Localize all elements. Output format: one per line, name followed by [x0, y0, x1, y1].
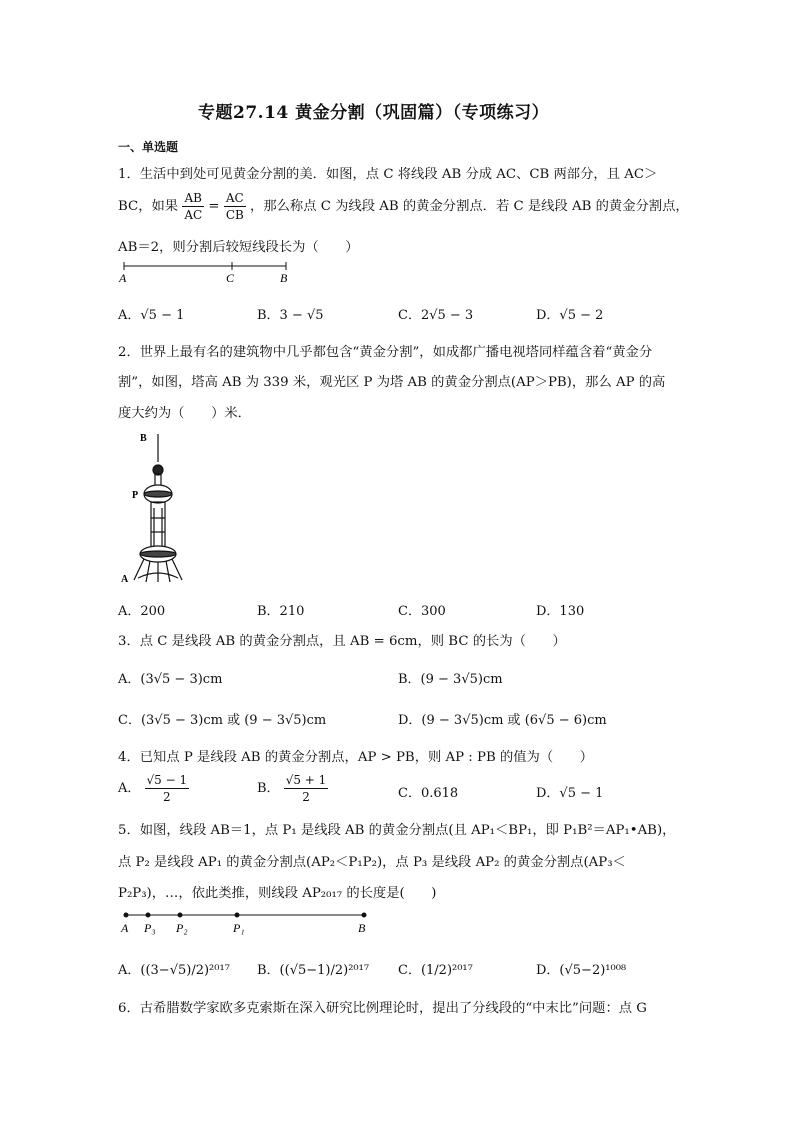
q1-option-b: B．3 − √5 [257, 308, 324, 323]
q4-option-b [257, 772, 328, 805]
q4-line-1: 4．已知点 P 是线段 AB 的黄金分割点，AP > PB，则 AP : PB 的值为（ ） [118, 750, 594, 765]
q4-option-a [118, 772, 189, 805]
q4-option-a-den: 2 [163, 790, 171, 804]
q1-line-3: AB＝2，则分割后较短线段长为（ ） [118, 240, 359, 255]
q2-option-b: B．210 [257, 604, 305, 619]
q1-frac1-num: AB [182, 190, 204, 207]
page-title: 专题27.14 黄金分割（巩固篇）（专项练习） [198, 103, 550, 123]
q5-label-p2: P₂ [176, 921, 188, 935]
q5-line-1: 5．如图，线段 AB＝1，点 P₁ 是线段 AB 的黄金分割点(且 AP₁＜BP₁，即 P₁B²＝AP₁•AB)， [118, 823, 676, 838]
q1-option-a: A．√5 − 1 [118, 308, 185, 323]
q4-option-b-den: 2 [302, 790, 310, 804]
q5-line-3: P₂P₃)，…，依此类推，则线段 AP₂₀₁₇ 的长度是( ) [118, 886, 437, 901]
q4-option-b-label: B． [257, 781, 280, 796]
q3-option-b: B．(9 − 3√5)cm [398, 672, 503, 687]
q1-option-c: C．2√5 − 3 [398, 308, 474, 323]
q5-point-p2 [178, 913, 183, 918]
q4-option-a-label: A． [118, 781, 141, 796]
q3-line-1: 3．点 C 是线段 AB 的黄金分割点，且 AB = 6cm，则 BC 的长为（ ） [118, 634, 566, 649]
q4-option-a-fraction [145, 772, 190, 805]
q5-point-p3 [146, 913, 151, 918]
q3-option-c: C．(3√5 − 3)cm 或 (9 − 3√5)cm [118, 713, 327, 728]
q1-label-a: A [119, 271, 127, 285]
q1-equals: = [208, 199, 220, 214]
q6-line-1: 6．古希腊数学家欧多克索斯在深入研究比例理论时，提出了分线段的“中末比”问题：点 G [118, 1001, 647, 1016]
q1-frac2-den: CB [225, 208, 244, 222]
q2-option-a: A．200 [118, 604, 166, 619]
q1-label-b: B [280, 271, 288, 285]
q1-option-d: D．√5 − 2 [536, 308, 604, 323]
q5-label-p3: P₃ [144, 921, 156, 935]
q1-label-c: C [226, 271, 235, 285]
q5-option-d: D．(√5−2)¹⁰⁰⁸ [536, 963, 627, 978]
q4-option-c: C．0.618 [398, 786, 459, 801]
q5-label-b: B [358, 921, 366, 935]
q4-option-b-fraction [284, 772, 329, 805]
q5-option-a: A．((3−√5)/2)²⁰¹⁷ [118, 963, 230, 978]
q2-label-p: P [132, 490, 139, 501]
q5-segment-figure [118, 906, 378, 936]
q5-label-p1: P₁ [233, 921, 245, 935]
q4-option-d: D．√5 − 1 [536, 786, 604, 801]
q3-option-a: A．(3√5 − 3)cm [118, 672, 223, 687]
q1-line-1: 1．生活中到处可见黄金分割的美．如图，点 C 将线段 AB 分成 AC、CB 两部分，且 AC＞ [118, 167, 658, 182]
q4-option-a-num: √5 − 1 [146, 773, 188, 787]
q1-fraction-2 [224, 190, 246, 223]
q1-line-2a: BC，如果 [118, 199, 179, 214]
q1-line-2b: ，那么称点 C 为线段 AB 的黄金分割点．若 C 是线段 AB 的黄金分割点， [250, 199, 689, 214]
q2-line-3: 度大约为（ ）米． [118, 406, 251, 421]
q5-option-b: B．((√5−1)/2)²⁰¹⁷ [257, 963, 370, 978]
q5-point-b [362, 913, 367, 918]
q1-fraction-1 [182, 190, 204, 223]
q5-label-a: A [121, 921, 129, 935]
q2-line-2: 割”，如图，塔高 AB 为 339 米，观光区 P 为塔 AB 的黄金分割点(AP＞PB)，那么 AP 的高 [118, 375, 666, 390]
q5-line-2: 点 P₂ 是线段 AP₁ 的黄金分割点(AP₂＜P₁P₂)，点 P₃ 是线段 AP₂ 的黄金分割点(AP₃＜ [118, 855, 626, 870]
q2-tower-figure [118, 428, 198, 588]
q2-line-1: 2．世界上最有名的建筑物中几乎都包含“黄金分割”，如成都广播电视塔同样蕴含着“黄金分 [118, 345, 653, 360]
q2-label-b: B [140, 433, 147, 444]
q5-option-c: C．(1/2)²⁰¹⁷ [398, 963, 473, 978]
section-heading: 一、单选题 [118, 140, 179, 154]
q1-frac1-den: AC [184, 208, 203, 222]
q1-segment-figure [116, 260, 296, 286]
q2-option-d: D．130 [536, 604, 585, 619]
q2-option-c: C．300 [398, 604, 446, 619]
q2-label-a: A [121, 574, 129, 585]
q1-frac2-num: AC [224, 190, 246, 207]
q4-option-b-num: √5 + 1 [285, 773, 327, 787]
q5-point-p1 [235, 913, 240, 918]
q5-point-a [124, 913, 129, 918]
q1-line-2 [118, 190, 689, 223]
tower-icon [134, 434, 182, 582]
q3-option-d: D．(9 − 3√5)cm 或 (6√5 − 6)cm [398, 713, 607, 728]
